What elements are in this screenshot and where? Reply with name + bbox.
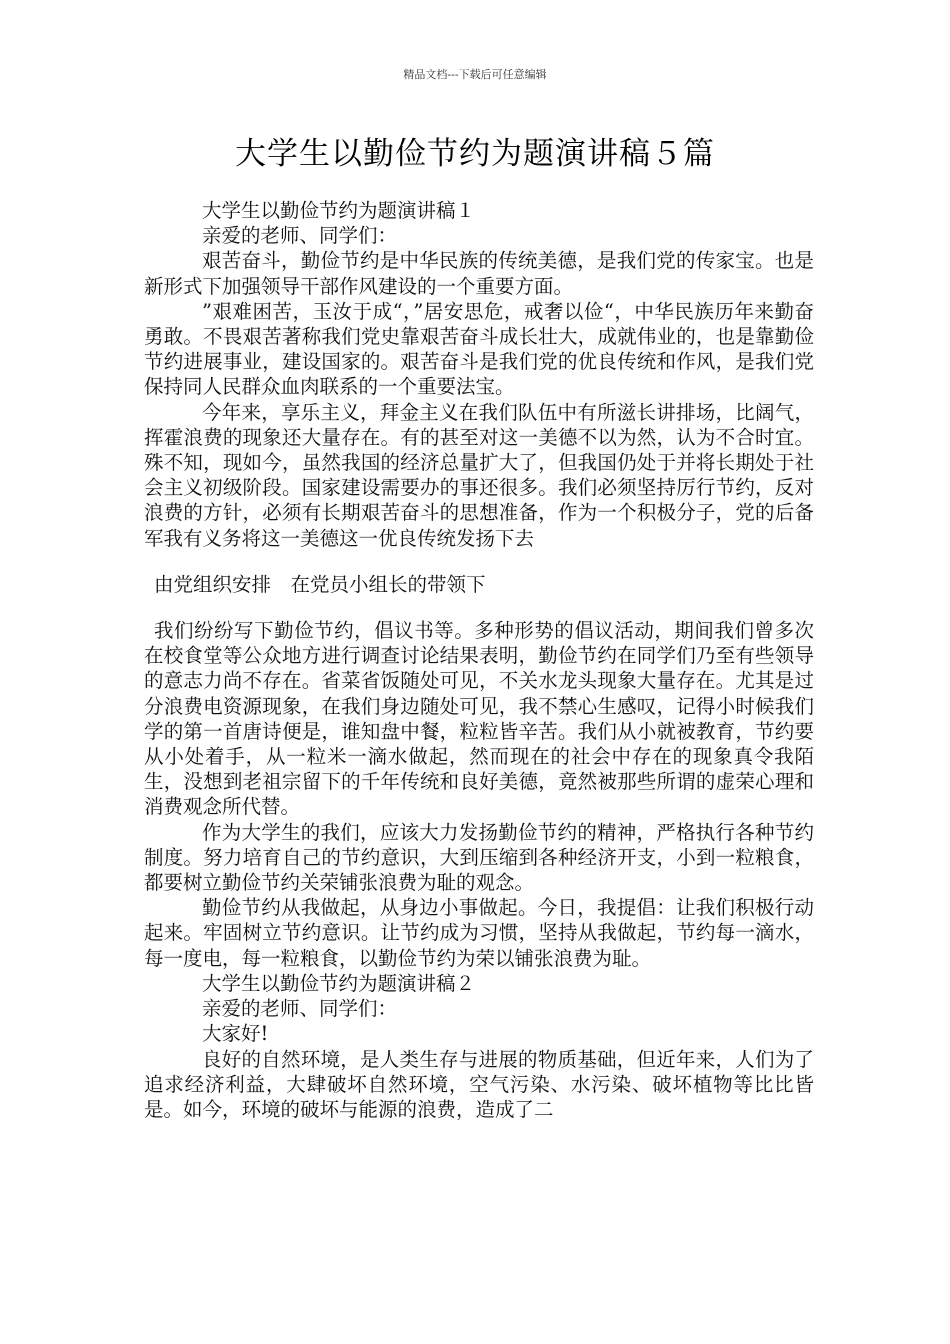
body-paragraph: 良好的自然环境，是人类生存与进展的物质基础，但近年来，人们为了追求经济利益，大肆破坏自然环境，空气污染、水污染、破坏植物等比比皆是。如今，环境的破坏与能源的浪费，造成了二	[144, 1047, 814, 1121]
salutation: 亲爱的老师、同学们：	[202, 997, 398, 1021]
body-paragraph: ”艰难困苦，玉汝于成“，”居安思危，戒奢以俭“，中华民族历年来勤奋勇敢。不畏艰苦著称我们党史靠艰苦奋斗成长壮大，成就伟业的，也是靠勤俭节约进展事业，建设国家的。艰苦奋斗是我们党的优良传统和作风，是我们党保持同人民群众血肉联系的一个重要法宝。	[144, 299, 814, 399]
speech-heading-1: 大学生以勤俭节约为题演讲稿１	[202, 199, 476, 222]
body-paragraph: 勤俭节约从我做起，从身边小事做起。今日，我提倡：让我们积极行动起来。牢固树立节约意识。让节约成为习惯，坚持从我做起，节约每一滴水，每一度电，每一粒粮食，以勤俭节约为荣以铺张浪费为耻。	[144, 896, 814, 970]
document-body	[144, 198, 814, 1122]
body-paragraph: 由党组织安排 在党员小组长的带领下	[154, 572, 486, 596]
body-paragraph: 艰苦奋斗，勤俭节约是中华民族的传统美德，是我们党的传家宝。也是新形式下加强领导干部作风建设的一个重要方面。	[144, 249, 814, 298]
page-header-note: 精品文档---下载后可任意编辑	[403, 68, 547, 81]
body-paragraph: 我们纷纷写下勤俭节约，倡议书等。多种形势的倡议活动，期间我们曾多次在校食堂等公众地方进行调查讨论结果表明，勤俭节约在同学们乃至有些领导的意志力尚不存在。省菜省饭随处可见，不关水龙头现象大量存在。尤其是过分浪费电资源现象，在我们身边随处可见，我不禁心生感叹，记得小时候我们学的第一首唐诗便是，谁知盘中餐，粒粒皆辛苦。我们从小就被教育，节约要从小处着手，从一粒米一滴水做起，然而现在的社会中存在的现象真令我陌生，没想到老祖宗留下的千年传统和良好美德，竟然被那些所谓的虚荣心理和消费观念所代替。	[144, 619, 814, 819]
speech-heading-2: 大学生以勤俭节约为题演讲稿２	[202, 971, 476, 995]
document-title: 大学生以勤俭节约为题演讲稿５篇	[235, 136, 715, 172]
greeting: 大家好!	[202, 1022, 269, 1046]
body-paragraph: 作为大学生的我们，应该大力发扬勤俭节约的精神，严格执行各种节约制度。努力培育自己的节约意识，大到压缩到各种经济开支，小到一粒粮食，都要树立勤俭节约关荣铺张浪费为耻的观念。	[144, 820, 814, 895]
body-paragraph: 今年来，享乐主义，拜金主义在我们队伍中有所滋长讲排场，比阔气，挥霍浪费的现象还大量存在。有的甚至对这一美德不以为然，认为不合时宜。殊不知，现如今，虽然我国的经济总量扩大了，但我国仍处于并将长期处于社会主义初级阶段。国家建设需要办的事还很多。我们必须坚持厉行节约，反对浪费的方针，必须有长期艰苦奋斗的思想准备，作为一个积极分子，党的后备军我有义务将这一美德这一优良传统发扬下去	[144, 400, 814, 550]
salutation: 亲爱的老师、同学们：	[202, 224, 398, 248]
